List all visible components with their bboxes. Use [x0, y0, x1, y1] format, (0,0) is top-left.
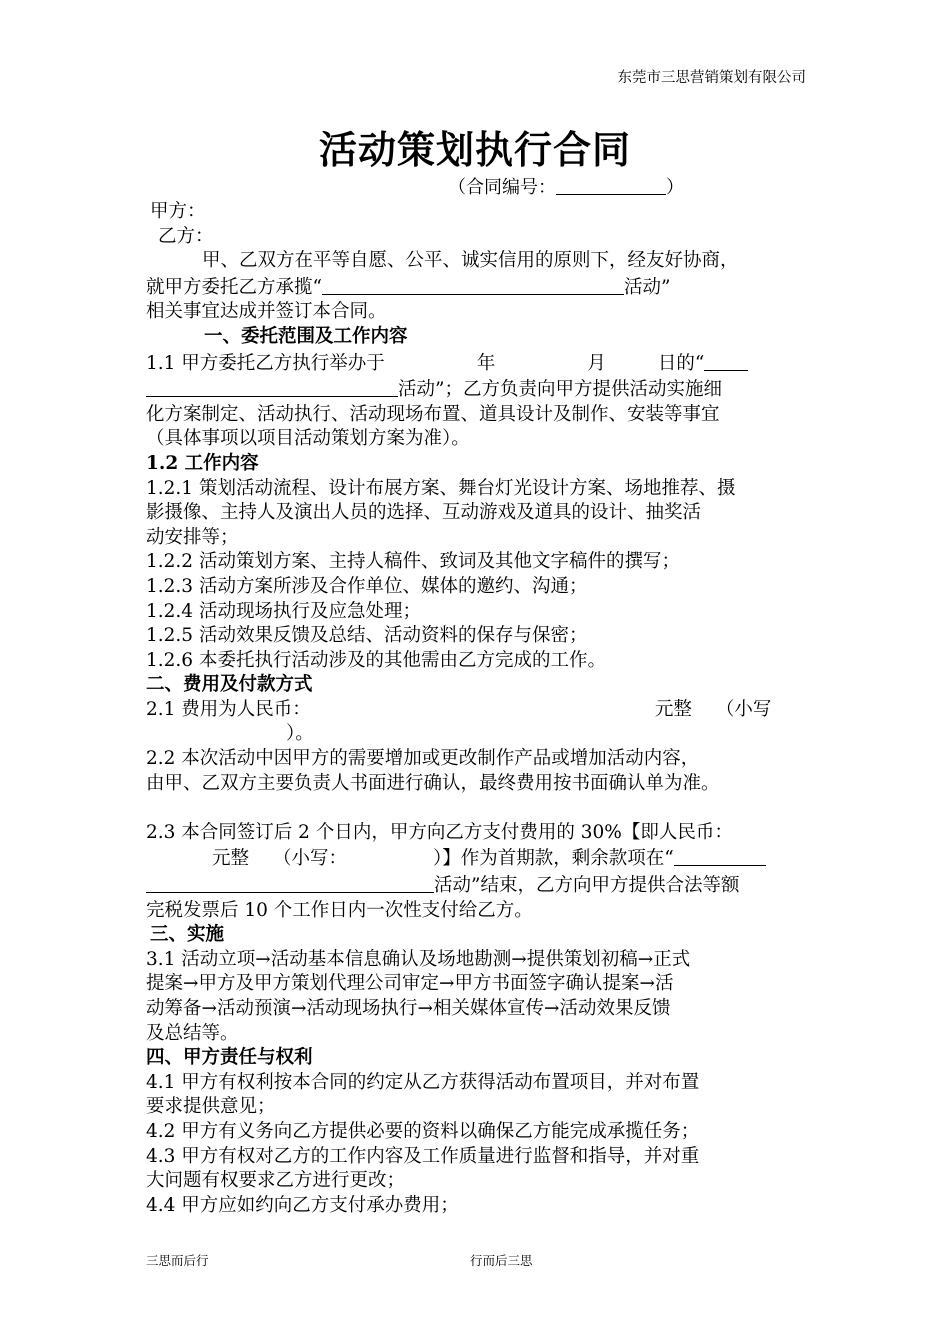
party-b-line: 乙方：: [158, 225, 214, 247]
event-name-blank: [322, 274, 624, 295]
clause-4-1: 4.1 甲方有权利按本合同的约定从乙方获得活动布置项目，并对布置: [146, 1071, 700, 1093]
clause-4-4: 4.4 甲方应如约向乙方支付承办费用；: [146, 1194, 459, 1216]
clause-2-2: 2.2 本次活动中因甲方的需要增加或更改制作产品或增加活动内容，: [146, 748, 700, 770]
intro-line: 就甲方委托乙方承揽“ 活动”: [146, 274, 826, 301]
clause-1-2-1: 动安排等；: [146, 526, 239, 548]
clause-1-1: 化方案制定、活动执行、活动现场布置、道具设计及制作、安装等事宜: [146, 403, 720, 425]
event-name-blank: [704, 350, 748, 371]
intro-line: 甲、乙双方在平等自愿、公平、诚实信用的原则下，经友好协商，: [202, 250, 739, 272]
clause-1-2-1: 影摄像、主持人及演出人员的选择、互动游戏及道具的设计、抽奖活: [146, 502, 702, 524]
clause-1-2-3: 1.2.3 活动方案所涉及合作单位、媒体的邀约、沟通；: [146, 575, 588, 597]
contract-title: 活动策划执行合同: [318, 127, 631, 172]
header-company-name: 东莞市三思营销策划有限公司: [617, 70, 806, 86]
clause-1-2-6: 1.2.6 本委托执行活动涉及的其他需由乙方完成的工作。: [146, 649, 606, 671]
clause-4-2: 4.2 甲方有义务向乙方提供必要的资料以确保乙方能完成承揽任务；: [146, 1120, 700, 1142]
section-4-heading: 四、甲方责任与权利: [146, 1047, 313, 1069]
clause-1-2-4: 1.2.4 活动现场执行及应急处理；: [146, 600, 421, 622]
footer-left-motto: 三思而后行: [146, 1253, 209, 1268]
contract-number-blank: [556, 174, 666, 195]
clause-1-1: （具体事项以项目活动策划方案为准）。: [146, 428, 470, 450]
clause-1-2-1: 1.2.1 策划活动流程、设计布展方案、舞台灯光设计方案、场地推荐、摄: [146, 477, 736, 499]
clause-3-1: 动筹备→活动预演→活动现场执行→相关媒体宣传→活动效果反馈: [146, 998, 671, 1019]
clause-3-1: 提案→甲方及甲方策划代理公司审定→甲方书面签字确认提案→活: [146, 973, 674, 995]
clause-1-2-2: 1.2.2 活动策划方案、主持人稿件、致词及其他文字稿件的撰写；: [146, 551, 680, 573]
contract-body: [146, 200, 826, 1218]
clause-1-2-heading: 1.2 工作内容: [146, 452, 259, 474]
clause-4-1: 要求提供意见；: [146, 1096, 276, 1118]
clause-3-1: 及总结等。: [146, 1022, 239, 1044]
clause-2-3: 2.3 本合同签订后 2 个日内，甲方向乙方支付费用的 30%【即人民币：: [146, 821, 733, 843]
event-name-blank: [674, 845, 766, 866]
clause-3-1: 3.1 活动立项→活动基本信息确认及场地勘测→提供策划初稿→正式: [146, 948, 691, 970]
clause-2-2: 由甲、乙双方主要负责人书面进行确认，最终费用按书面确认单为准。: [146, 772, 720, 794]
contract-number-close: ）: [666, 177, 684, 198]
clause-1-2-5: 1.2.5 活动效果反馈及总结、活动资料的保存与保密；: [146, 625, 588, 647]
contract-number-label: （合同编号：: [448, 177, 556, 198]
clause-1-1: 1.1 甲方委托乙方执行举办于 年 月 日的“: [146, 350, 826, 377]
section-2-heading: 二、费用及付款方式: [146, 674, 313, 696]
intro-line: 相关事宜达成并签订本合同。: [146, 301, 387, 323]
section-3-heading: 三、实施: [150, 924, 225, 946]
event-name-blank: [146, 872, 434, 893]
clause-2-3: 完税发票后 10 个工作日内一次性支付给乙方。: [146, 899, 533, 921]
party-a-line: 甲方：: [150, 201, 206, 222]
clause-4-3: 大问题有权要求乙方进行更改；: [146, 1170, 406, 1192]
clause-2-1: ）。: [286, 723, 314, 745]
clause-2-1: 2.1 费用为人民币： 元整 （小写: [146, 698, 772, 720]
contract-number: [448, 174, 684, 200]
clause-1-1: 活动”；乙方负责向甲方提供活动实施细: [146, 376, 826, 403]
footer-right-motto: 行而后三思: [470, 1253, 533, 1268]
clause-4-3: 4.3 甲方有权对乙方的工作内容及工作质量进行监督和指导，并对重: [146, 1145, 700, 1167]
section-1-heading: 一、委托范围及工作内容: [204, 325, 408, 347]
clause-2-3: 活动”结束，乙方向甲方提供合法等额: [146, 872, 826, 899]
clause-2-3: 元整 （小写： ）】作为首期款，剩余款项在“: [146, 845, 826, 872]
event-name-blank: [146, 376, 398, 397]
